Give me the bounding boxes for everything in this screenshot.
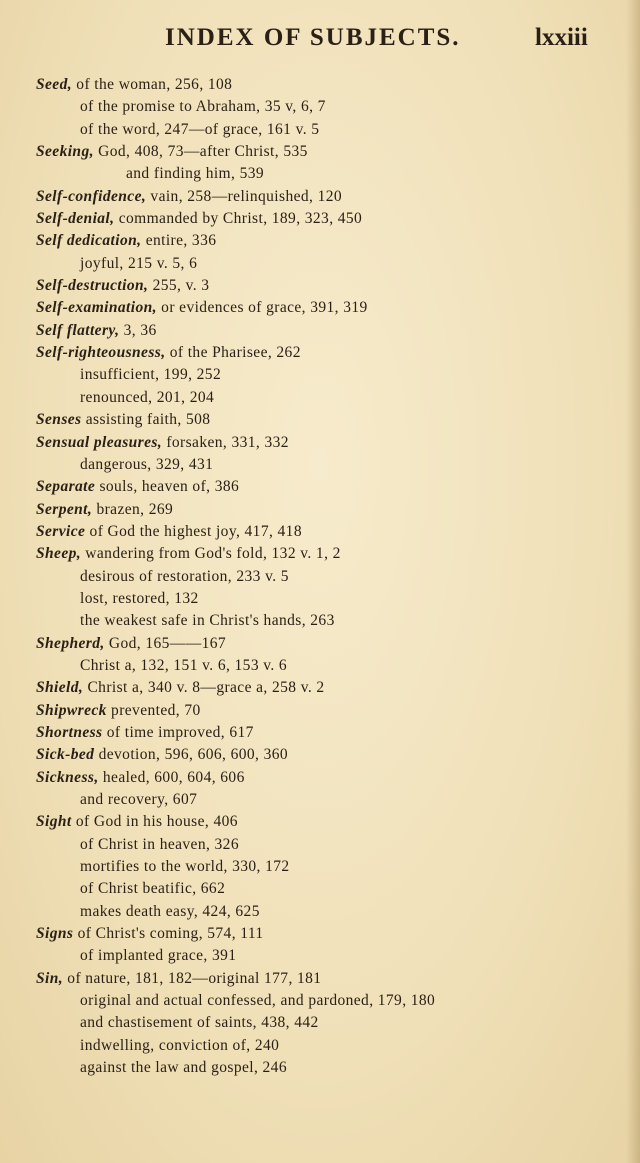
index-subentry bbox=[36, 119, 626, 141]
index-term: Sick-bed bbox=[36, 746, 95, 764]
index-term: Sight bbox=[36, 813, 72, 831]
index-subentry bbox=[36, 253, 626, 275]
index-entry bbox=[36, 499, 626, 521]
index-subentry bbox=[36, 454, 626, 476]
index-references: against the law and gospel, 246 bbox=[80, 1059, 287, 1077]
index-references: joyful, 215 v. 5, 6 bbox=[80, 254, 198, 272]
index-entry bbox=[36, 923, 626, 945]
index-references: 3, 36 bbox=[119, 321, 157, 339]
index-entry bbox=[36, 677, 626, 699]
index-references: lost, restored, 132 bbox=[80, 589, 199, 607]
index-term: Self flattery, bbox=[36, 321, 120, 339]
index-term: Service bbox=[36, 522, 86, 540]
index-subentry bbox=[36, 364, 626, 386]
index-subentry bbox=[36, 387, 626, 409]
index-term: Signs bbox=[36, 925, 74, 943]
index-term: Seeking, bbox=[36, 143, 94, 161]
index-references: indwelling, conviction of, 240 bbox=[80, 1036, 280, 1054]
index-entry bbox=[36, 633, 626, 655]
index-subentry bbox=[36, 96, 626, 118]
index-references: wandering from God's fold, 132 v. 1, 2 bbox=[81, 545, 341, 563]
index-references: renounced, 201, 204 bbox=[80, 388, 215, 406]
index-subentry bbox=[36, 588, 626, 610]
index-subentry bbox=[36, 901, 626, 923]
index-subentry bbox=[36, 1012, 626, 1034]
index-term: Shield, bbox=[36, 679, 84, 697]
index-entry bbox=[36, 275, 626, 297]
index-references: and chastisement of saints, 438, 442 bbox=[80, 1014, 319, 1032]
index-references: brazen, 269 bbox=[92, 500, 174, 518]
index-subentry bbox=[36, 834, 626, 856]
index-term: Separate bbox=[36, 478, 96, 496]
index-references: of Christ beatific, 662 bbox=[80, 880, 226, 898]
index-term: Sin, bbox=[36, 969, 64, 987]
index-term: Sensual pleasures, bbox=[36, 433, 163, 451]
index-references: the weakest safe in Christ's hands, 263 bbox=[80, 612, 335, 630]
index-subentry bbox=[36, 1057, 626, 1079]
index-entry bbox=[36, 476, 626, 498]
index-entries bbox=[36, 74, 626, 1079]
index-references: and recovery, 607 bbox=[80, 791, 198, 808]
index-subentry bbox=[36, 990, 626, 1012]
index-subentry bbox=[36, 163, 626, 185]
index-references: and finding him, 539 bbox=[126, 165, 265, 183]
index-term: Self-destruction, bbox=[36, 277, 149, 295]
index-references: healed, 600, 604, 606 bbox=[98, 768, 245, 786]
index-references: prevented, 70 bbox=[106, 701, 201, 719]
index-entry bbox=[36, 722, 626, 744]
index-subentry bbox=[36, 1035, 626, 1057]
index-references: God, 408, 73—after Christ, 535 bbox=[93, 143, 308, 161]
index-entry bbox=[36, 432, 626, 454]
index-term: Senses bbox=[36, 411, 82, 429]
page-edge-shadow bbox=[626, 0, 640, 1163]
index-term: Self-denial, bbox=[36, 210, 115, 228]
index-term: Serpent, bbox=[36, 500, 93, 518]
index-references: of the woman, 256, 108 bbox=[72, 76, 233, 93]
index-references: mortifies to the world, 330, 172 bbox=[80, 858, 290, 876]
index-entry bbox=[36, 767, 626, 789]
index-references: entire, 336 bbox=[141, 232, 217, 250]
index-references: God, 165——167 bbox=[104, 634, 227, 652]
index-term: Self-righteousness, bbox=[36, 344, 166, 362]
index-term: Shortness bbox=[36, 723, 103, 741]
index-entry bbox=[36, 543, 626, 565]
index-entry bbox=[36, 700, 626, 722]
index-term: Self-confidence, bbox=[36, 187, 147, 205]
index-references: of implanted grace, 391 bbox=[80, 947, 237, 965]
index-entry bbox=[36, 230, 626, 252]
index-entry bbox=[36, 744, 626, 766]
index-references: or evidences of grace, 391, 319 bbox=[156, 299, 368, 317]
index-term: Shipwreck bbox=[36, 701, 107, 719]
index-references: of the promise to Abraham, 35 v, 6, 7 bbox=[80, 98, 326, 116]
index-entry bbox=[36, 342, 626, 364]
index-references: of nature, 181, 182—original 177, 181 bbox=[63, 969, 322, 987]
index-entry bbox=[36, 811, 626, 833]
index-references: makes death easy, 424, 625 bbox=[80, 902, 260, 920]
index-entry bbox=[36, 320, 626, 342]
index-subentry bbox=[36, 856, 626, 878]
running-title: INDEX OF SUBJECTS. bbox=[165, 24, 461, 51]
index-term: Self-examination, bbox=[36, 299, 157, 317]
index-term: Sheep, bbox=[36, 545, 82, 563]
index-entry bbox=[36, 297, 626, 319]
index-references: commanded by Christ, 189, 323, 450 bbox=[114, 210, 363, 228]
index-entry bbox=[36, 186, 626, 208]
index-references: of the word, 247—of grace, 161 v. 5 bbox=[80, 120, 320, 138]
index-term: Seed, bbox=[36, 76, 73, 93]
index-entry bbox=[36, 74, 626, 96]
index-entry bbox=[36, 968, 626, 990]
index-references: 255, v. 3 bbox=[148, 277, 210, 295]
page-number: lxxiii bbox=[535, 24, 588, 51]
index-references: of the Pharisee, 262 bbox=[165, 344, 301, 362]
index-subentry bbox=[36, 789, 626, 811]
index-references: of Christ's coming, 574, 111 bbox=[73, 925, 264, 943]
index-subentry bbox=[36, 655, 626, 677]
index-references: desirous of restoration, 233 v. 5 bbox=[80, 567, 289, 585]
index-term: Shepherd, bbox=[36, 634, 105, 652]
index-references: souls, heaven of, 386 bbox=[95, 478, 240, 496]
index-subentry bbox=[36, 945, 626, 967]
index-references: Christ a, 340 v. 8—grace a, 258 v. 2 bbox=[83, 679, 325, 697]
index-references: insufficient, 199, 252 bbox=[80, 366, 222, 384]
index-references: forsaken, 331, 332 bbox=[162, 433, 289, 451]
index-references: assisting faith, 508 bbox=[81, 411, 211, 429]
index-term: Self dedication, bbox=[36, 232, 142, 250]
index-references: vain, 258—relinquished, 120 bbox=[146, 187, 343, 205]
index-references: of time improved, 617 bbox=[102, 723, 254, 741]
index-references: of God the highest joy, 417, 418 bbox=[85, 522, 302, 540]
index-references: dangerous, 329, 431 bbox=[80, 455, 214, 473]
index-references: of Christ in heaven, 326 bbox=[80, 835, 239, 853]
index-entry bbox=[36, 521, 626, 543]
index-entry bbox=[36, 141, 626, 163]
index-term: Sickness, bbox=[36, 768, 99, 786]
page-header bbox=[0, 18, 640, 58]
index-subentry bbox=[36, 610, 626, 632]
index-subentry bbox=[36, 566, 626, 588]
index-subentry bbox=[36, 878, 626, 900]
index-references: of God in his house, 406 bbox=[71, 813, 238, 831]
index-entry bbox=[36, 208, 626, 230]
index-references: devotion, 596, 606, 600, 360 bbox=[94, 746, 289, 764]
index-references: Christ a, 132, 151 v. 6, 153 v. 6 bbox=[80, 656, 288, 674]
index-references: original and actual confessed, and pardoned, 179, 180 bbox=[80, 992, 436, 1010]
index-entry bbox=[36, 409, 626, 431]
